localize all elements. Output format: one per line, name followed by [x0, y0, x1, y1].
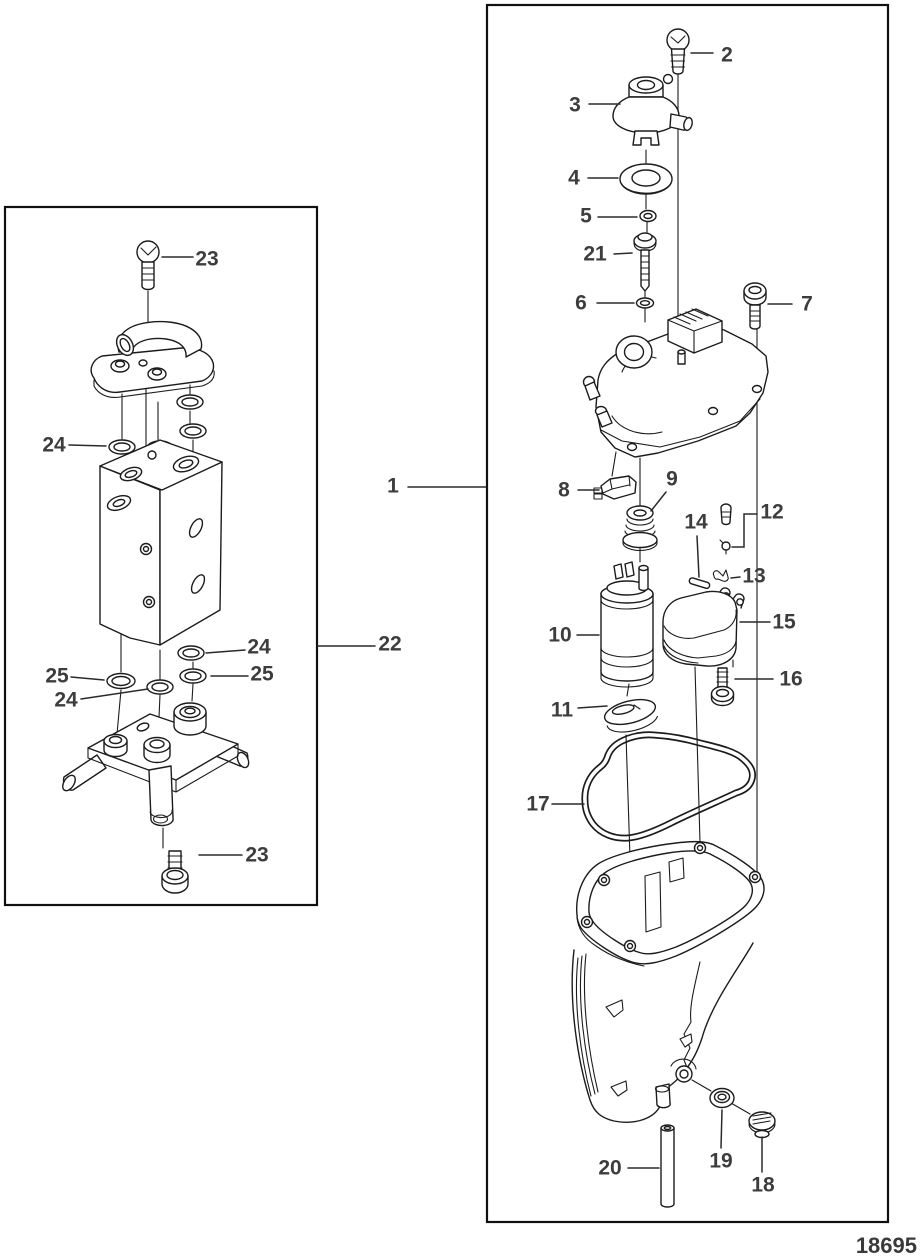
callout-9: 9	[666, 467, 678, 491]
part-4-washer	[620, 164, 672, 194]
part-14-pin	[689, 577, 711, 589]
callout-14-leader	[697, 536, 699, 577]
callout-23: 23	[195, 247, 219, 271]
callout-5: 5	[580, 204, 592, 228]
callout-9-leader	[651, 492, 666, 511]
left-assembly-drawing	[60, 241, 251, 893]
callout-24: 24	[42, 433, 66, 457]
callout-8: 8	[558, 478, 570, 502]
callout-17: 17	[526, 792, 550, 816]
callout-7: 7	[801, 292, 813, 316]
callout-12: 12	[760, 500, 784, 524]
callout-3: 3	[569, 93, 581, 117]
part-manifold	[60, 703, 251, 826]
callout-6: 6	[575, 291, 587, 315]
part-elbow-cover	[91, 322, 214, 398]
figure-number: 18695	[855, 1233, 917, 1258]
callout-10: 10	[548, 623, 572, 647]
part-15-float	[663, 588, 744, 666]
callout-18: 18	[751, 1173, 775, 1197]
callout-2: 2	[721, 43, 733, 67]
callout-11: 11	[550, 698, 574, 722]
part-16-screw	[712, 668, 734, 706]
callout-15: 15	[772, 610, 796, 634]
right-assembly-drawing	[572, 29, 775, 1207]
part-10-fuel-pump	[601, 562, 653, 687]
callout-13: 13	[742, 564, 766, 588]
callout-16: 16	[779, 667, 803, 691]
part-cover-assembly	[584, 309, 769, 457]
lower-orings	[107, 646, 206, 694]
callout-25-leader	[71, 677, 104, 680]
part-tank-body	[572, 842, 764, 1123]
callout-12-leader	[732, 514, 757, 547]
callout-14: 14	[684, 510, 708, 534]
callout-19: 19	[709, 1149, 733, 1173]
callout-24-leader	[206, 650, 245, 653]
callout-24: 24	[247, 635, 271, 659]
callout-25: 25	[250, 662, 274, 686]
part-17-gasket	[585, 735, 753, 838]
part-23-screw-top	[137, 241, 159, 290]
part-23-screw-bottom	[162, 851, 188, 893]
part-11-filter-pad	[602, 695, 659, 737]
part-5-oring	[640, 211, 656, 222]
part-8-connector	[594, 476, 636, 499]
part-valve-block	[100, 440, 222, 645]
callout-24-leader	[81, 689, 148, 699]
part-3-valve	[613, 75, 693, 146]
callout-4: 4	[568, 166, 580, 190]
callout-21: 21	[583, 242, 607, 266]
callout-21-leader	[614, 253, 632, 254]
callout-11-leader	[578, 706, 607, 708]
callout-22: 22	[378, 632, 402, 656]
part-9-grommet	[623, 506, 657, 551]
part-7-bolt	[744, 283, 766, 329]
callout-13-leader	[731, 577, 740, 578]
part-20-drain-tube	[661, 1125, 674, 1207]
part-19-washer	[710, 1089, 734, 1108]
callout-20: 20	[598, 1156, 622, 1180]
part-2-screw	[667, 29, 689, 74]
part-13-clip	[713, 570, 728, 581]
callout-1: 1	[387, 474, 399, 498]
callout-24: 24	[54, 688, 78, 712]
part-12-valve-kit	[720, 504, 731, 554]
part-18-drain-plug	[749, 1112, 775, 1138]
part-21-bleed-screw	[634, 233, 656, 291]
callout-25: 25	[45, 664, 69, 688]
callout-19-leader	[721, 1110, 722, 1148]
callout-24-leader	[69, 445, 106, 446]
callout-23: 23	[245, 843, 269, 867]
part-6-oring	[637, 298, 654, 308]
